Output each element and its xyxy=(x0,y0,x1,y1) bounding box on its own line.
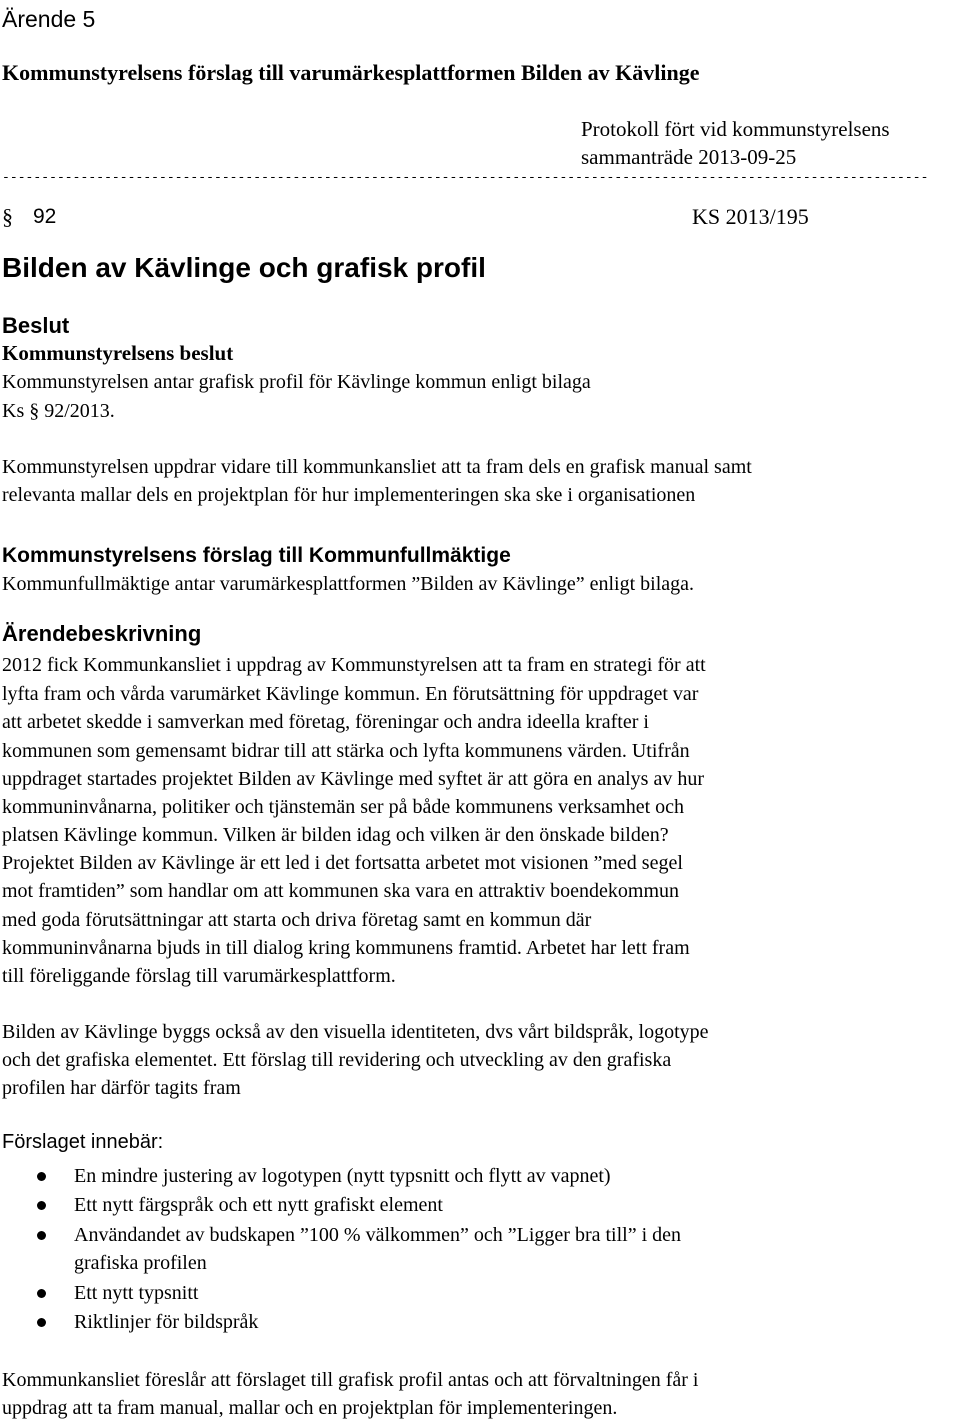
protocol-line-1: Protokoll fört vid kommunstyrelsens xyxy=(581,117,890,141)
description-line: uppdraget startades projektet Bilden av Kävlinge med syftet är att göra en analys av hur xyxy=(2,768,704,790)
description-heading: Ärendebeskrivning xyxy=(2,621,202,646)
beslut-para2-line-1: Kommunstyrelsen uppdrar vidare till kommunkansliet att ta fram dels en grafisk manual samt xyxy=(2,456,752,478)
closing-line-2: uppdrag att ta fram manual, mallar och en projektplan för implementeringen. xyxy=(2,1397,618,1419)
beslut-text-line-1: Kommunstyrelsen antar grafisk profil för Kävlinge kommun enligt bilaga xyxy=(2,371,591,393)
beslut-heading: Beslut xyxy=(2,313,70,338)
bullet-item: Användandet av budskapen ”100 % välkommen” och ”Ligger bra till” i den xyxy=(74,1224,682,1246)
description-line: platsen Kävlinge kommun. Vilken är bilden idag och vilken är den önskade bilden? xyxy=(2,824,669,846)
bullet-icon xyxy=(37,1201,46,1210)
document-title: Kommunstyrelsens förslag till varumärkesplattformen Bilden av Kävlinge xyxy=(2,60,700,85)
section-symbol: § xyxy=(2,204,13,229)
description-line: att arbetet skedde i samverkan med företag, föreningar och andra ideella krafter i xyxy=(2,711,649,733)
proposal-heading: Kommunstyrelsens förslag till Kommunfullmäktige xyxy=(2,544,511,567)
description-line: Projektet Bilden av Kävlinge är ett led i det fortsatta arbetet mot visionen ”med segel xyxy=(2,852,683,874)
page-label: Ärende 5 xyxy=(2,6,96,32)
description-line: kommuninvånarna bjuds in till dialog kring kommunens framtid. Arbetet har lett fram xyxy=(2,937,690,959)
bullet-item: Riktlinjer för bildspråk xyxy=(74,1311,259,1333)
proposal-text: Kommunfullmäktige antar varumärkesplattformen ”Bilden av Kävlinge” enligt bilaga. xyxy=(2,573,695,595)
description-para2-line: Bilden av Kävlinge byggs också av den visuella identiteten, dvs vårt bildspråk, logotype xyxy=(2,1021,709,1043)
beslut-subheading: Kommunstyrelsens beslut xyxy=(2,341,234,365)
description-line: mot framtiden” som handlar om att kommunen ska vara en attraktiv boendekommun xyxy=(2,880,680,902)
description-line: lyfta fram och vårda varumärket Kävlinge kommun. En förutsättning för uppdraget var xyxy=(2,683,699,705)
proposal-contents-heading: Förslaget innebär: xyxy=(2,1131,164,1153)
description-line: till föreliggande förslag till varumärkesplattform. xyxy=(2,965,396,987)
beslut-para2-line-2: relevanta mallar dels en projektplan för hur implementeringen ska ske i organisationen xyxy=(2,484,696,506)
bullet-item: En mindre justering av logotypen (nytt typsnitt och flytt av vapnet) xyxy=(74,1165,611,1187)
bullet-icon xyxy=(37,1318,46,1327)
dashed-separator: ---------------------------------------------------------------------------------------------------------------------- xyxy=(2,170,929,185)
bullet-icon xyxy=(37,1231,46,1240)
bullet-item: Ett nytt typsnitt xyxy=(74,1282,199,1304)
beslut-text-line-2: Ks § 92/2013. xyxy=(2,400,115,422)
paragraph-number: 92 xyxy=(33,205,57,228)
description-line: kommuninvånarna, politiker och tjänstemän ser på både kommunens verksamhet och xyxy=(2,796,685,818)
description-line: 2012 fick Kommunkansliet i uppdrag av Kommunstyrelsen att ta fram en strategi för att xyxy=(2,654,706,676)
bullet-item-continuation: grafiska profilen xyxy=(74,1252,207,1274)
bullet-icon xyxy=(37,1172,46,1181)
description-line: med goda förutsättningar att starta och driva företag samt en kommun där xyxy=(2,909,592,931)
case-number: KS 2013/195 xyxy=(692,204,809,229)
bullet-icon xyxy=(37,1289,46,1298)
description-line: kommunen som gemensamt bidrar till att stärka och lyfta kommunens värden. Utifrån xyxy=(2,740,690,762)
section-heading: Bilden av Kävlinge och grafisk profil xyxy=(2,252,486,283)
description-para2-line: profilen har därför tagits fram xyxy=(2,1077,241,1099)
protocol-line-2: sammanträde 2013-09-25 xyxy=(581,145,797,169)
description-para2-line: och det grafiska elementet. Ett förslag till revidering och utveckling av den grafiska xyxy=(2,1049,672,1071)
closing-line-1: Kommunkansliet föreslår att förslaget till grafisk profil antas och att förvaltningen får i xyxy=(2,1369,699,1391)
bullet-item: Ett nytt färgspråk och ett nytt grafiskt element xyxy=(74,1194,443,1216)
